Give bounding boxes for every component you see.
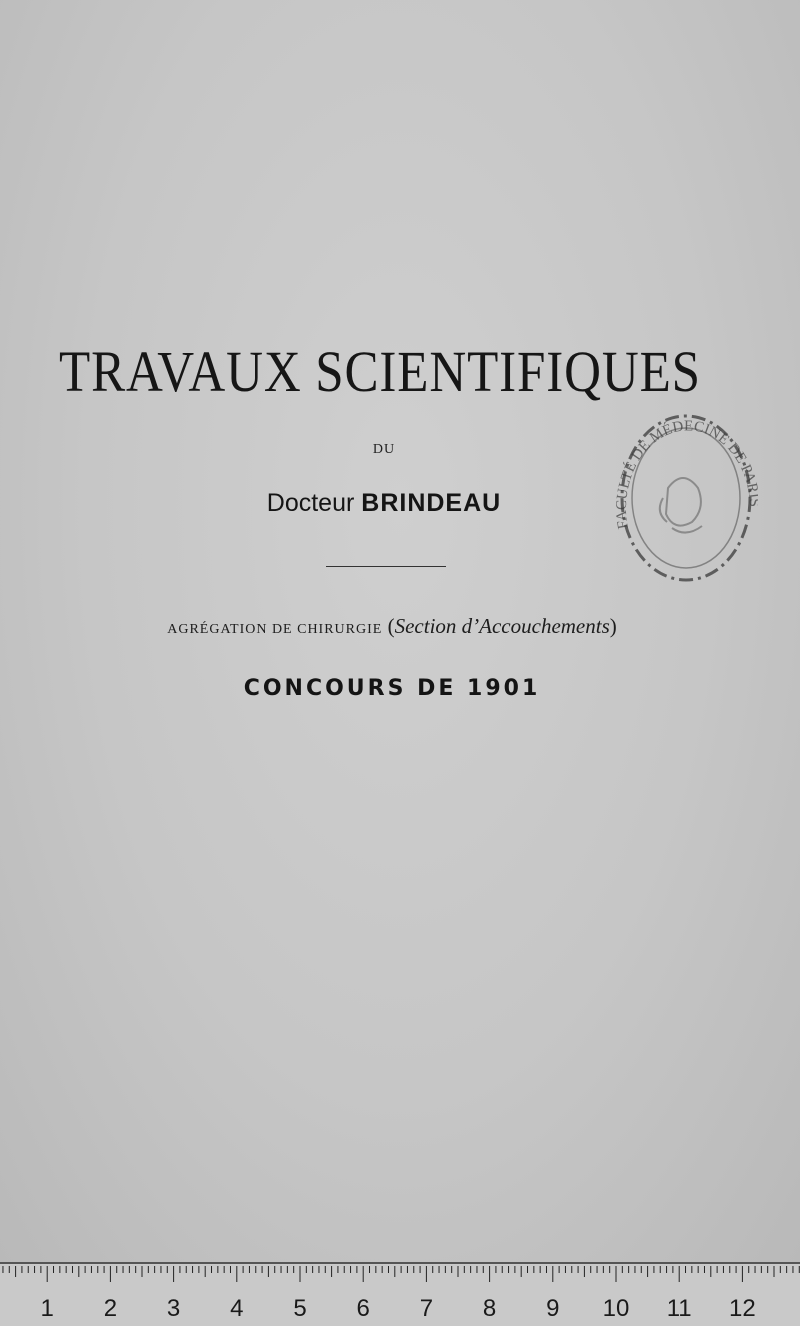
- preposition-du: DU: [372, 442, 396, 457]
- ruler-label: 11: [666, 1295, 692, 1322]
- ruler-label: 8: [482, 1295, 497, 1322]
- ruler-label: 6: [356, 1295, 370, 1322]
- measurement-ruler: [0, 1262, 800, 1326]
- ruler-label: 7: [419, 1295, 434, 1322]
- ruler-label: 3: [166, 1295, 181, 1322]
- section-label: Section d’Accouchements: [394, 614, 610, 638]
- author-name: BRINDEAU: [361, 489, 502, 517]
- page-title: TRAVAUX SCIENTIFIQUES: [59, 339, 701, 404]
- ruler-scale: [0, 1264, 800, 1324]
- library-stamp: [608, 398, 758, 594]
- author-prefix: Docteur: [266, 489, 355, 517]
- paren-close: ): [609, 614, 617, 638]
- ruler-label: 2: [103, 1295, 118, 1322]
- ruler-label: 5: [293, 1295, 307, 1322]
- concours-heading: CONCOURS DE 1901: [243, 676, 541, 701]
- stamp-text: FACULTÉ DE MÉDECINE DE PA: [613, 418, 758, 531]
- horizontal-rule: [326, 566, 446, 567]
- paren-open: (: [387, 614, 395, 638]
- agregation-line: [0, 614, 784, 639]
- ruler-label: 12: [729, 1295, 756, 1322]
- agregation-label: AGRÉGATION DE CHIRURGIE: [167, 622, 383, 637]
- ruler-label: 4: [230, 1295, 244, 1322]
- ruler-label: 10: [602, 1295, 630, 1322]
- ruler-label: 1: [40, 1295, 54, 1322]
- ruler-label: 9: [546, 1295, 560, 1322]
